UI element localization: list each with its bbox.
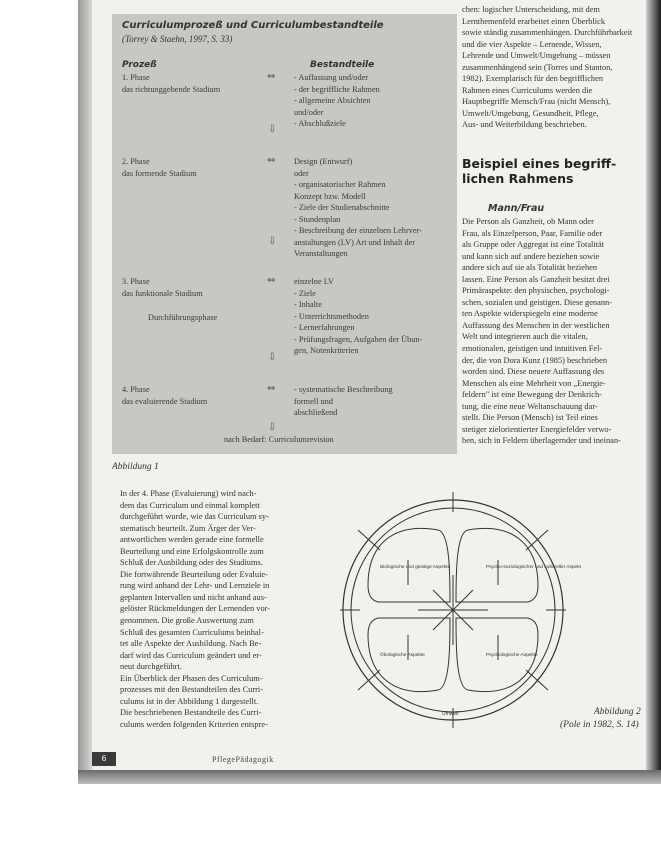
text-line: Auffassung des Menschen in der westlichen bbox=[462, 320, 610, 330]
figure-2-caption: Abbildung 2 bbox=[594, 707, 641, 717]
text-line: genommen. Die große Auswertung zum bbox=[120, 616, 254, 626]
text-line: chen: logischer Unterscheidung, mit dem bbox=[462, 5, 600, 14]
text-line: und die vier Aspekte – Lernende, Wissen, bbox=[462, 39, 602, 49]
text-line: durchgeführt wurde, wie das Curriculum sy- bbox=[120, 512, 269, 522]
journal-name: PflegePädagogik bbox=[212, 755, 274, 764]
phase-2-name: 2. Phase bbox=[122, 157, 150, 166]
right-column-text-top bbox=[462, 4, 644, 131]
text-line: Primäraspekte: den physischen, psychologi- bbox=[462, 286, 610, 296]
phase-3-desc: das funktionale Stadium bbox=[122, 289, 203, 298]
text-line: antwortlichen werden gerade eine formelle bbox=[120, 535, 264, 545]
text-line: stellt. Die Person (Mensch) ist Teil eines bbox=[462, 413, 598, 423]
text-line: Die fortwährende Beurteilung oder Evaluie- bbox=[120, 569, 268, 579]
part-line: - organisatorischer Rahmen bbox=[294, 180, 386, 189]
text-line: sowie ständig zusammenhängen. Durchführbarkeit bbox=[462, 28, 633, 38]
double-arrow-icon: ⇔ bbox=[267, 383, 276, 394]
text-line: schen, sozialen und geistigen. Diese genann- bbox=[462, 297, 613, 307]
part-line: - Inhalte bbox=[294, 300, 322, 309]
page-edge-shadow-right bbox=[646, 0, 661, 780]
text-line: Schluß des gesamten Curriculums beinhal- bbox=[120, 627, 264, 637]
quadrant-label-4: Psychologische Aspekte bbox=[486, 653, 538, 658]
text-line: culums ist in der Abbildung 1 dargestellt. bbox=[120, 696, 259, 706]
subheading: Mann/Frau bbox=[488, 203, 545, 214]
figure-2-source: (Pole in 1982, S. 14) bbox=[560, 720, 639, 730]
figure-1-caption: Abbildung 1 bbox=[112, 462, 159, 472]
part-line: Veranstaltungen bbox=[294, 249, 348, 258]
part-line: - der begriffliche Rahmen bbox=[294, 84, 380, 94]
text-line: Umwelt/Umgebung, Gesundheit, Pflege, bbox=[462, 108, 599, 118]
text-line: Die Person als Ganzheit, ob Mann oder bbox=[462, 217, 594, 226]
figure-1-box bbox=[112, 14, 457, 454]
down-arrow-icon: ⇩ bbox=[268, 124, 277, 135]
phase-1-desc: das richtunggebende Stadium bbox=[122, 85, 221, 94]
quadrant-label-1: Biologische und geistige Aspekte bbox=[380, 565, 451, 570]
text-line: Aus- und Weiterbildung beschrieben. bbox=[462, 120, 587, 130]
down-arrow-icon: ⇩ bbox=[268, 236, 277, 247]
text-line: geplanten Intervallen und nicht anhand aus- bbox=[120, 592, 267, 602]
text-line: Lehrende und Umwelt/Umgebung – müssen bbox=[462, 51, 611, 61]
part-line: - Unterrichtsmethoden bbox=[294, 311, 369, 321]
part-line: - Ziele bbox=[294, 288, 316, 298]
text-line: darf wird das Curriculum geändert und er- bbox=[120, 650, 262, 660]
text-line: Ein Überblick der Phasen des Curriculum- bbox=[120, 673, 263, 683]
text-line: Hauptbegriffe Mensch/Frau (nicht Mensch), bbox=[462, 97, 611, 107]
phase-4-desc: das evaluierende Stadium bbox=[122, 397, 208, 406]
text-line: ten Aspekte widerspiegeln eine moderne bbox=[462, 309, 598, 319]
text-line: Beurteilung und eine Erfolgskontrolle zum bbox=[120, 546, 264, 556]
text-line: gelöster Rückmeldungen der Lernenden vor- bbox=[120, 604, 271, 614]
column-parts: Bestandteile bbox=[310, 60, 375, 70]
figure-title: Curriculumprozeß und Curriculumbestandteile bbox=[122, 20, 384, 31]
phase-1-name: 1. Phase bbox=[122, 73, 150, 82]
phase-3-parts bbox=[294, 276, 422, 357]
part-line: - systematische Beschreibung bbox=[294, 385, 393, 394]
text-line: und kann sich auf andere beziehen sowie bbox=[462, 251, 600, 261]
part-line: Design (Entwurf) bbox=[294, 157, 353, 166]
diagram-arrows bbox=[340, 492, 566, 728]
text-line: feldern" ist eine Bewegung der Denkrich- bbox=[462, 390, 602, 400]
text-line: emotionalen, geistigen und intuitiven Fel- bbox=[462, 344, 603, 354]
text-line: tung, die eine neue Weltanschauung dar- bbox=[462, 401, 598, 411]
text-line: Die beschriebenen Bestandteile des Curri- bbox=[120, 708, 262, 718]
text-line: lassen. Eine Person als Ganzheit besitzt drei bbox=[462, 274, 610, 284]
part-line: oder bbox=[294, 168, 309, 178]
quadrant-label-3: Ökologische Aspekte bbox=[380, 653, 425, 658]
part-line: - Abschlußziele bbox=[294, 119, 346, 128]
page-bottom-shadow bbox=[78, 770, 661, 784]
part-line: - Lernerfahrungen bbox=[294, 323, 355, 332]
part-line: und/oder bbox=[294, 107, 324, 117]
part-line: einzelne LV bbox=[294, 277, 335, 286]
part-line: - Beschreibung der einzelnen Lehrver- bbox=[294, 226, 422, 235]
double-arrow-icon: ⇔ bbox=[267, 71, 276, 82]
text-line: als Gruppe oder Aggregat ist eine Totalität bbox=[462, 240, 605, 250]
phase-2-parts bbox=[294, 156, 422, 260]
phase-3-name: 3. Phase bbox=[122, 277, 150, 286]
text-line: Rahmen eines Curriculums werden die bbox=[462, 85, 593, 95]
part-line: - Ziele der Studienabschnitte bbox=[294, 203, 390, 212]
part-line: - allgemeine Absichten bbox=[294, 96, 371, 105]
text-line: Menschen als eine Mehrheit von „Energie- bbox=[462, 378, 606, 388]
text-line: stetiger zielorientierter Energiefelder verwo- bbox=[462, 424, 612, 434]
text-line: 1982). Exemplarisch für den begrifflichen bbox=[462, 74, 604, 84]
text-line: prozesses mit den Bestandteilen des Curri- bbox=[120, 685, 264, 695]
text-line: stematisch beurteilt. Zum Ärger der Ver- bbox=[120, 523, 256, 533]
text-line: Schluß der Ausbildung oder des Studiums. bbox=[120, 558, 263, 568]
phase-2-desc: das formende Stadium bbox=[122, 169, 197, 178]
part-line: - Stundenplan bbox=[294, 214, 341, 224]
text-line: Frau, als Einzelperson, Paar, Familie oder bbox=[462, 228, 603, 238]
quadrant-label-2: Psycho-soziologischer und kultureller Aspekt bbox=[486, 565, 581, 570]
text-line: neut durchgeführt. bbox=[120, 662, 182, 672]
text-line: dem das Curriculum und einmal komplett bbox=[120, 500, 260, 510]
text-line: der, die von Dora Kunz (1985) beschrieben bbox=[462, 355, 608, 365]
text-line: Welt und integrieren auch die vitalen, bbox=[462, 332, 588, 342]
down-arrow-icon: ⇩ bbox=[268, 352, 277, 363]
part-line: abschließend bbox=[294, 408, 338, 417]
double-arrow-icon: ⇔ bbox=[267, 275, 276, 286]
section-heading bbox=[462, 156, 652, 186]
part-line: - Prüfungsfragen, Aufgaben der Übun- bbox=[294, 334, 423, 344]
left-column-text bbox=[120, 488, 296, 730]
double-arrow-icon: ⇔ bbox=[267, 155, 276, 166]
phase-1-parts bbox=[294, 72, 380, 130]
phase-3-desc2: Durchführungsphase bbox=[148, 313, 218, 322]
column-process: Prozeß bbox=[122, 60, 157, 70]
text-line: tet alle Aspekte der Ausbildung. Nach Be- bbox=[120, 639, 262, 649]
page-number: 6 bbox=[92, 752, 116, 766]
page-edge-shadow-left bbox=[78, 0, 92, 780]
figure-source: (Torrey & Staehn, 1997, S. 33) bbox=[122, 34, 233, 44]
down-arrow-icon: ⇩ bbox=[268, 422, 277, 433]
text-line: Lernthemenfeld erarbeitet einen Überblick bbox=[462, 16, 606, 26]
text-line: zusammenhängend sein (Torres und Stanton, bbox=[462, 62, 613, 72]
part-line: gen, Notenkriterien bbox=[294, 346, 359, 355]
heading-line: lichen Rahmens bbox=[462, 171, 574, 186]
text-line: andere sich auf sie als Totalität beziehen bbox=[462, 263, 598, 273]
text-line: rung wird anhand der Lehr- und Lernziele in bbox=[120, 581, 270, 591]
part-line: Konzept bzw. Modell bbox=[294, 191, 366, 201]
phase-4-parts bbox=[294, 384, 393, 419]
text-line: culums werden folgenden Kriterien entspre- bbox=[120, 719, 268, 729]
figure-footnote: nach Bedarf: Curriculumrevision bbox=[224, 435, 334, 444]
part-line: formell und bbox=[294, 396, 333, 406]
figure-2-diagram bbox=[338, 490, 588, 730]
heading-line: Beispiel eines begriff- bbox=[462, 156, 617, 171]
text-line: In der 4. Phase (Evaluierung) wird nach- bbox=[120, 489, 257, 498]
right-column-text-bottom bbox=[462, 216, 644, 447]
text-line: worden sind. Diese neuere Auffassung des bbox=[462, 367, 605, 377]
phase-4-name: 4. Phase bbox=[122, 385, 150, 394]
bottom-label: Umwelt bbox=[442, 711, 459, 717]
text-line: ben, sich in Feldern überlagernder und ineinan- bbox=[462, 436, 621, 446]
part-line: anstaltungen (LV) Art und Inhalt der bbox=[294, 237, 416, 247]
part-line: - Auffassung und/oder bbox=[294, 73, 369, 82]
